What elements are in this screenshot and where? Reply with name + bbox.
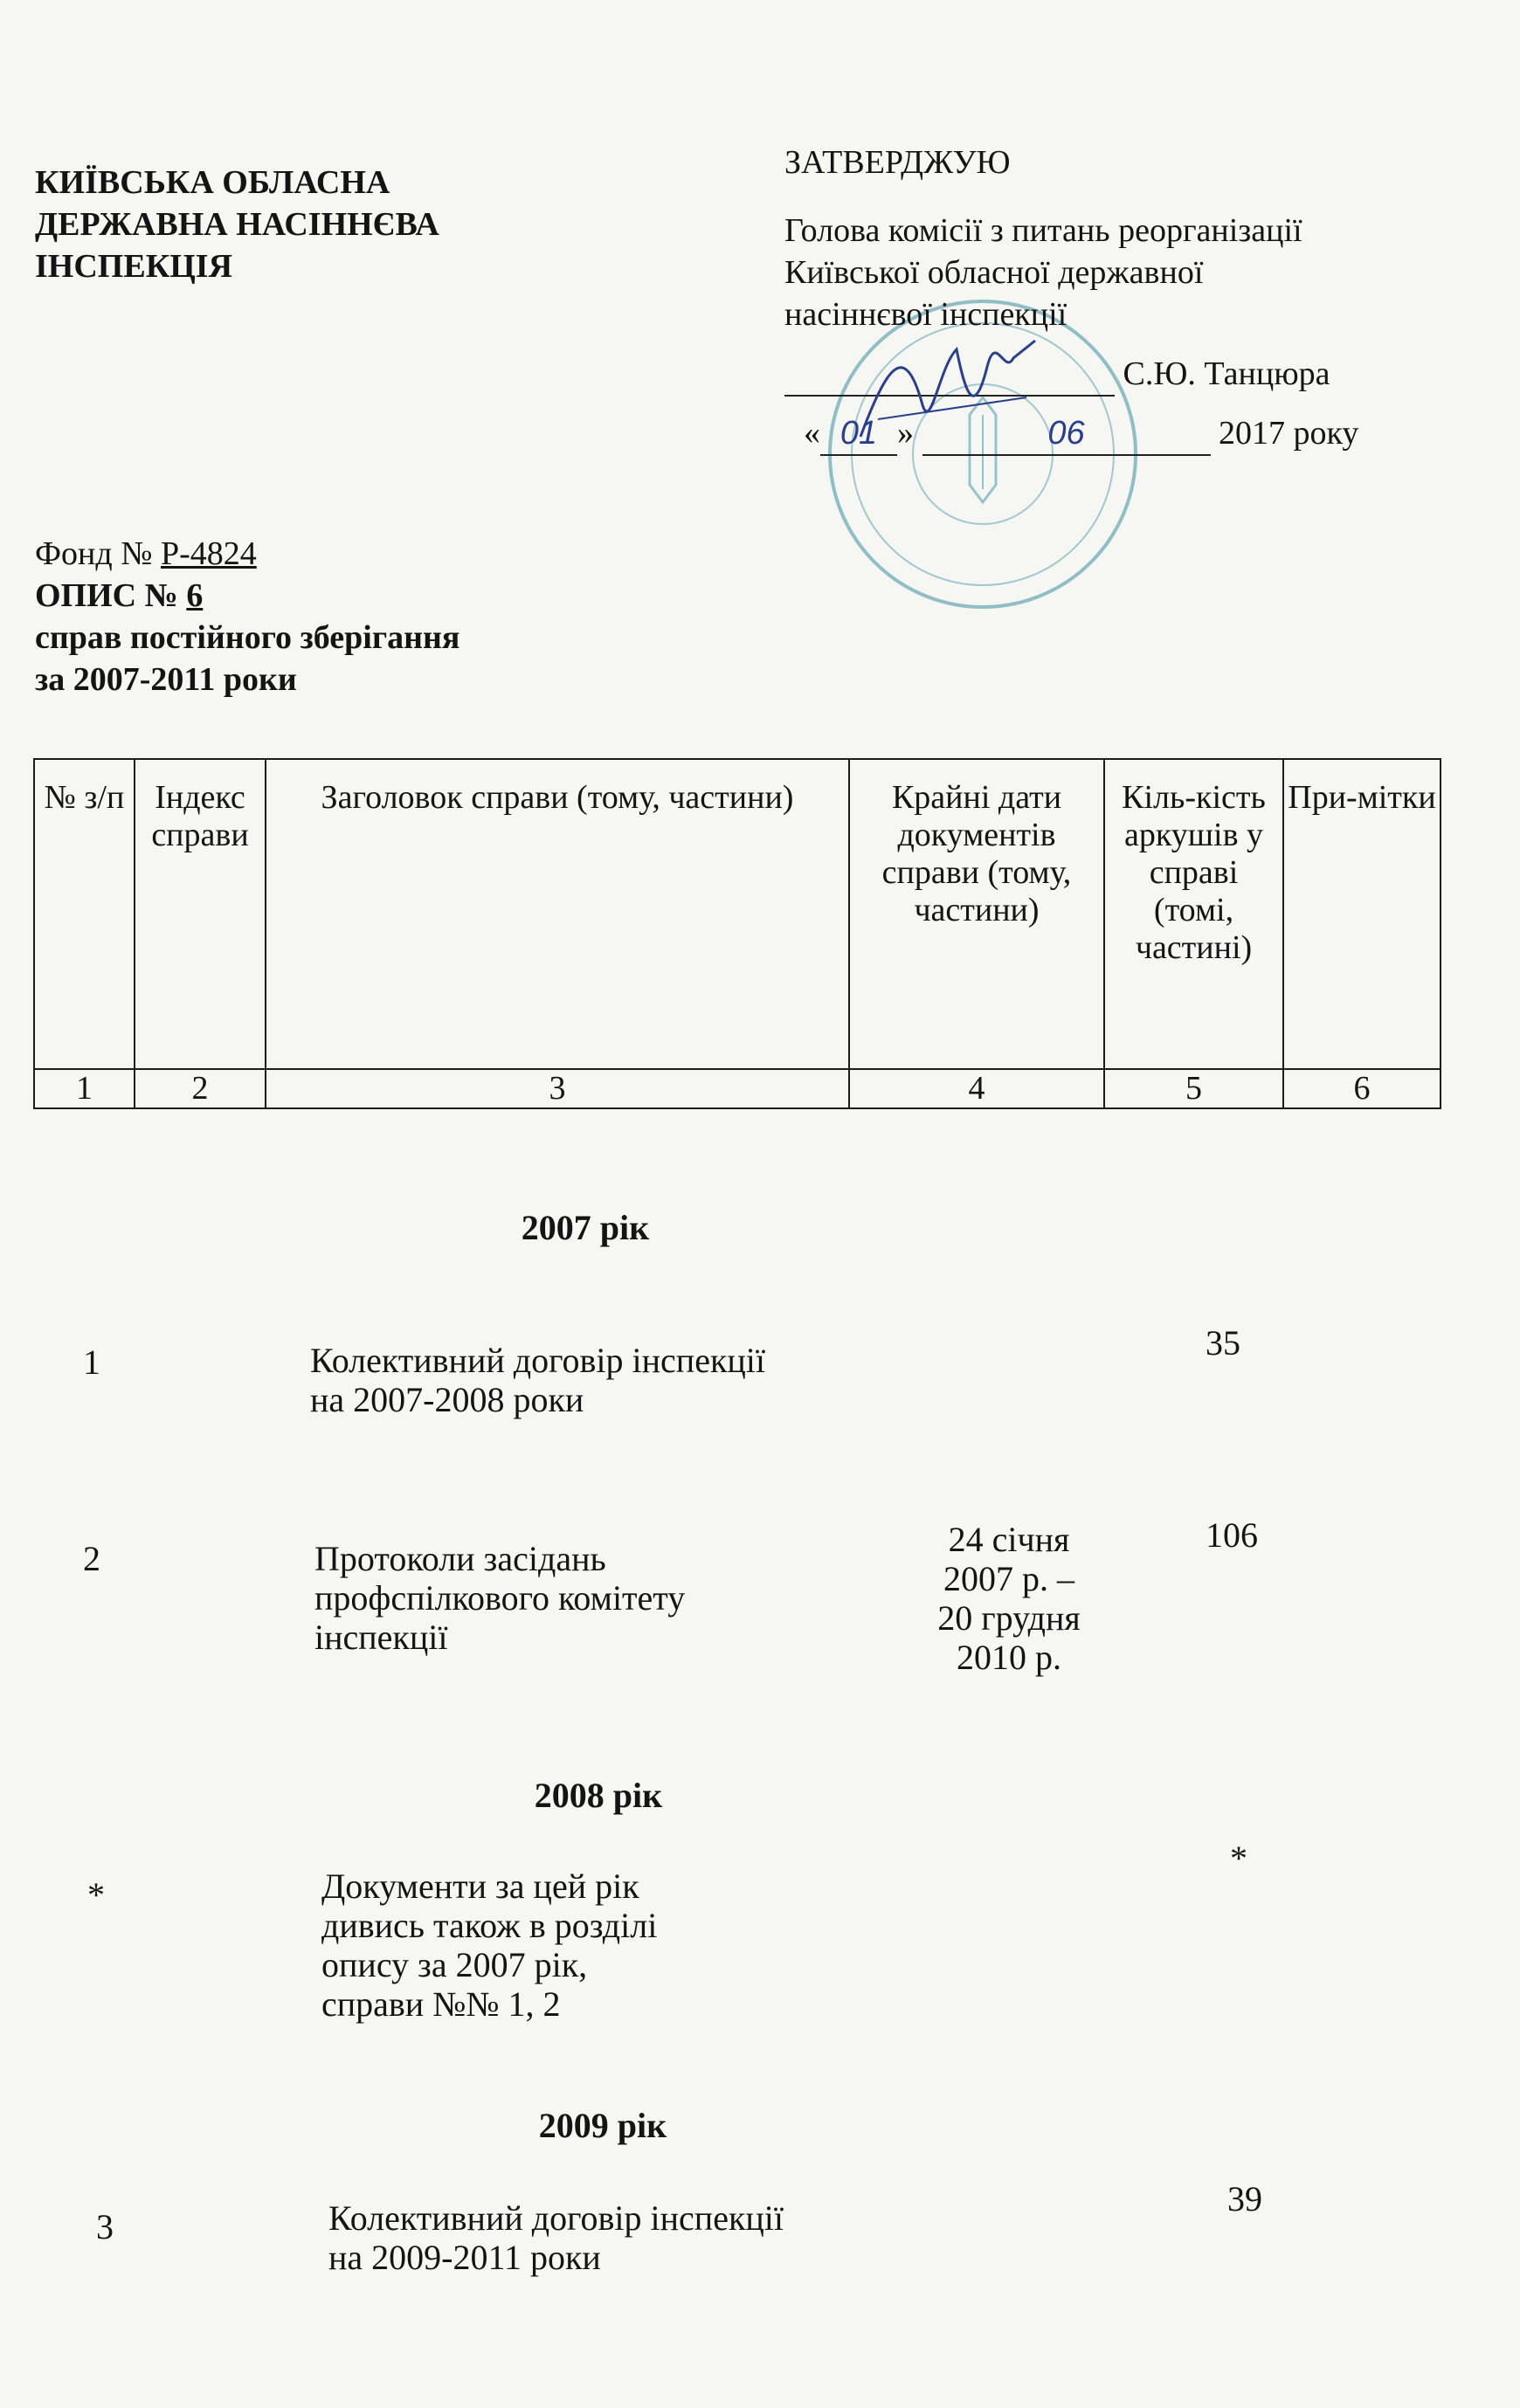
case-title xyxy=(321,1866,811,2024)
column-header: № з/п xyxy=(34,759,135,1069)
case-title-line: Колективний договір інспекції xyxy=(328,2198,784,2238)
case-title-line: на 2009-2011 роки xyxy=(328,2238,601,2277)
case-date-line: 2010 р. xyxy=(957,1638,1061,1677)
case-title xyxy=(310,1341,869,1419)
case-title-line: інспекції xyxy=(314,1618,448,1657)
opys-label: ОПИС № xyxy=(35,577,178,614)
date-day: 01 xyxy=(820,412,897,456)
date-month: 06 xyxy=(922,412,1211,456)
opys-subtitle: справ постійного зберігання xyxy=(35,619,460,656)
header-row xyxy=(34,759,1441,1069)
inventory-header-table xyxy=(33,758,1441,1109)
case-title-line: справи №№ 1, 2 xyxy=(321,1984,561,2024)
column-header: Індекс справи xyxy=(135,759,266,1069)
case-title-line: на 2007-2008 роки xyxy=(310,1380,584,1419)
date-open-quote: « xyxy=(804,415,820,452)
case-date-line: 24 січня xyxy=(948,1520,1070,1559)
fund-label: Фонд № xyxy=(35,535,153,572)
case-title-line: опису за 2007 рік, xyxy=(321,1945,588,1984)
column-number: 2 xyxy=(135,1069,266,1108)
case-number: 1 xyxy=(83,1342,100,1382)
fund-line xyxy=(35,533,459,575)
case-title xyxy=(328,2198,888,2277)
case-title-line: Колективний договір інспекції xyxy=(310,1341,766,1380)
column-number: 6 xyxy=(1283,1069,1441,1108)
year-heading: 2009 рік xyxy=(538,2106,667,2145)
column-number: 3 xyxy=(266,1069,849,1108)
case-dates xyxy=(900,1520,1118,1677)
approve-line: Київської обласної державної xyxy=(784,254,1204,291)
date-close-quote: » xyxy=(897,415,914,452)
year-heading: 2008 рік xyxy=(534,1776,663,1815)
case-sheets: 35 xyxy=(1206,1323,1240,1363)
column-number-row xyxy=(34,1069,1441,1108)
case-title-line: Документи за цей рік xyxy=(321,1866,639,1906)
approve-line: насіннєвої інспекції xyxy=(784,296,1067,333)
column-header: Заголовок справи (тому, частини) xyxy=(266,759,849,1069)
case-title xyxy=(314,1539,804,1657)
opys-line xyxy=(35,575,459,617)
opys-period: за 2007-2011 роки xyxy=(35,661,297,698)
case-title-line: профспілкового комітету xyxy=(314,1578,686,1618)
fund-number: Р-4824 xyxy=(160,535,257,572)
column-header: Кіль-кість аркушів у справі (томі, частині) xyxy=(1104,759,1283,1069)
signatory-name: С.Ю. Танцюра xyxy=(1123,355,1330,392)
column-header: Крайні дати документів справи (тому, частини) xyxy=(849,759,1104,1069)
case-number: 3 xyxy=(96,2207,114,2246)
column-number: 5 xyxy=(1104,1069,1283,1108)
approve-title: ЗАТВЕРДЖУЮ xyxy=(784,144,1011,181)
case-number: * xyxy=(87,1875,105,1915)
column-header: При-мітки xyxy=(1283,759,1441,1069)
org-line: КИЇВСЬКА ОБЛАСНА xyxy=(35,164,390,201)
opys-number: 6 xyxy=(186,577,204,614)
case-date-line: 20 грудня xyxy=(937,1598,1081,1638)
fund-block xyxy=(35,533,459,700)
year-heading: 2007 рік xyxy=(521,1208,650,1247)
column-number: 1 xyxy=(34,1069,135,1108)
org-line: ІНСПЕКЦІЯ xyxy=(35,248,233,285)
handwritten-signature xyxy=(826,314,1088,472)
case-date-line: 2007 р. – xyxy=(943,1559,1074,1598)
case-sheets: 39 xyxy=(1227,2179,1262,2218)
case-sheets: * xyxy=(1230,1839,1247,1878)
case-number: 2 xyxy=(83,1539,100,1578)
date-year: 2017 року xyxy=(1219,415,1359,452)
organization-name xyxy=(35,162,439,287)
case-title-line: Протоколи засідань xyxy=(314,1539,606,1578)
org-line: ДЕРЖАВНА НАСІННЄВА xyxy=(35,206,439,243)
case-sheets: 106 xyxy=(1206,1515,1258,1555)
approve-line: Голова комісії з питань реорганізації xyxy=(784,212,1302,249)
case-title-line: дивись також в розділі xyxy=(321,1906,658,1945)
column-number: 4 xyxy=(849,1069,1104,1108)
